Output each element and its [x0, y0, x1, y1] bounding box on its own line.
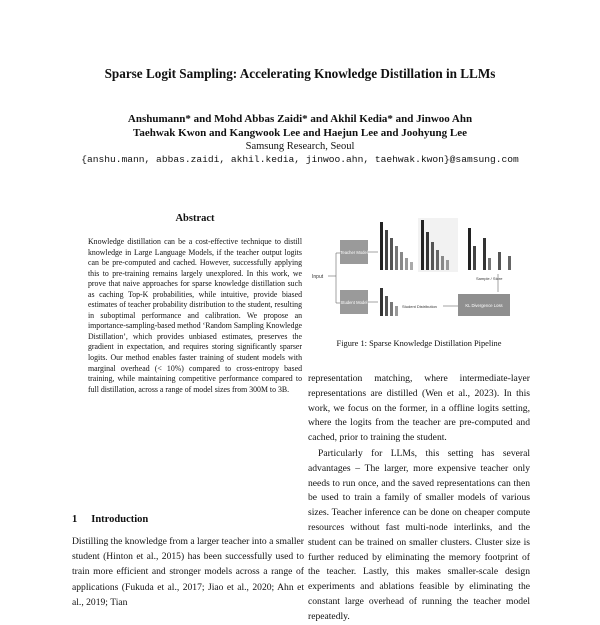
student-bar: [385, 296, 388, 316]
section-number: 1: [72, 514, 78, 525]
affiliation: Samsung Research, Seoul: [245, 141, 355, 152]
student-bar: [395, 306, 398, 316]
teacher-bar: [468, 228, 471, 270]
figure-pipeline: [308, 208, 530, 333]
authors-line-1: Anshumann* and Mohd Abbas Zaidi* and Akhil Kedia* and Jinwoo Ahn: [127, 113, 473, 125]
teacher-bar: [390, 238, 393, 270]
teacher-bar: [405, 258, 408, 270]
right-column-paragraph-2: Particularly for LLMs, this setting has several advantages – The larger, more expensive teacher only needs to run once, and the saved representations can then be used to train a family of smaller models of various sizes. Teacher inference can be done on cheaper compute resources without fast multi-node interlinks, and the student can be trained on smaller clusters. Cluster size is further reduced by eliminating the memory footprint of the teacher. Lastly, this makes smaller-scale design experiments and ablations feasible by eliminating the constant large overhead of running the teacher model repeatedly.: [308, 448, 530, 622]
student-model-label: Student Model: [340, 300, 368, 305]
section-title: Introduction: [91, 514, 149, 525]
author-emails: {anshu.mann, abbas.zaidi, akhil.kedia, jinwoo.ahn, taehwak.kwon}@samsung.com: [81, 154, 519, 165]
teacher-bar: [441, 256, 444, 270]
teacher-bar: [488, 258, 491, 270]
student-dist-label: Student Distribution: [402, 304, 437, 309]
introduction-text: Distilling the knowledge from a larger teacher into a smaller student (Hinton et al., 2015) has been successfully used to train more efficient and stronger models across a range of applications (Fukuda et al., 2017; Jiao et al., 2020; Ahn et al., 2019; Tian: [72, 536, 304, 608]
teacher-bar: [426, 232, 429, 270]
teacher-bar: [508, 256, 511, 270]
teacher-bar: [395, 246, 398, 270]
section-heading: [72, 514, 148, 525]
teacher-bar: [498, 252, 501, 270]
authors-line-2: Taehwak Kwon and Kangwook Lee and Haejun Lee and Joohyung Lee: [133, 127, 467, 139]
teacher-bar: [431, 242, 434, 270]
teacher-bar: [421, 220, 424, 270]
student-distribution: [380, 288, 398, 316]
abstract-heading: Abstract: [175, 213, 215, 224]
input-label: Input: [312, 274, 324, 280]
sample-store-label: Sample / Store: [476, 276, 503, 281]
teacher-bar: [483, 238, 486, 270]
student-bar: [380, 288, 383, 316]
teacher-bar: [410, 262, 413, 270]
student-bar: [390, 302, 393, 316]
right-column-paragraph-1: representation matching, where intermediate-layer representations are distilled (Wen et al., 2023). In this work, we focus on the former, in a offline logits setting, where the logits from the teacher are pre-computed and cached, prior to training the student.: [308, 373, 530, 444]
teacher-bar: [446, 260, 449, 270]
teacher-bar: [436, 250, 439, 270]
teacher-model-label: Teacher Model: [340, 250, 368, 255]
figure-caption: Figure 1: Sparse Knowledge Distillation Pipeline: [336, 339, 502, 348]
teacher-bar: [473, 246, 476, 270]
teacher-distribution: [380, 218, 511, 272]
pipeline-diagram: [308, 208, 530, 333]
kl-loss-label: KL Divergence Loss: [465, 303, 503, 308]
abstract-text: Knowledge distillation can be a cost-effective technique to distill knowledge in Large Language Models, if the teacher output logits can be pre-computed and cached. However, successfully applying this to pre-training remains largely unexplored. In this work, we prove that naive approaches for sparse knowledge distillation such as caching Top-K probabilities, while intuitive, provide biased estimates of teacher probability distribution to the student, resulting in suboptimal performance and calibration. We propose an importance-sampling-based method ‘Random Sampling Knowledge Distillation’, which provides unbiased estimates, preserves the gradient in expectation, and requires storing significantly sparser logits. Our method enables faster training of student models with marginal overhead (< 10%) compared to cross-entropy based training, while maintaining competitive performance compared to full distillation, across a range of model sizes from 300M to 3B.: [88, 237, 302, 394]
paper-title: Sparse Logit Sampling: Accelerating Knowledge Distillation in LLMs: [104, 66, 496, 81]
teacher-bar: [385, 230, 388, 270]
teacher-bar: [400, 252, 403, 270]
teacher-bar: [380, 222, 383, 270]
